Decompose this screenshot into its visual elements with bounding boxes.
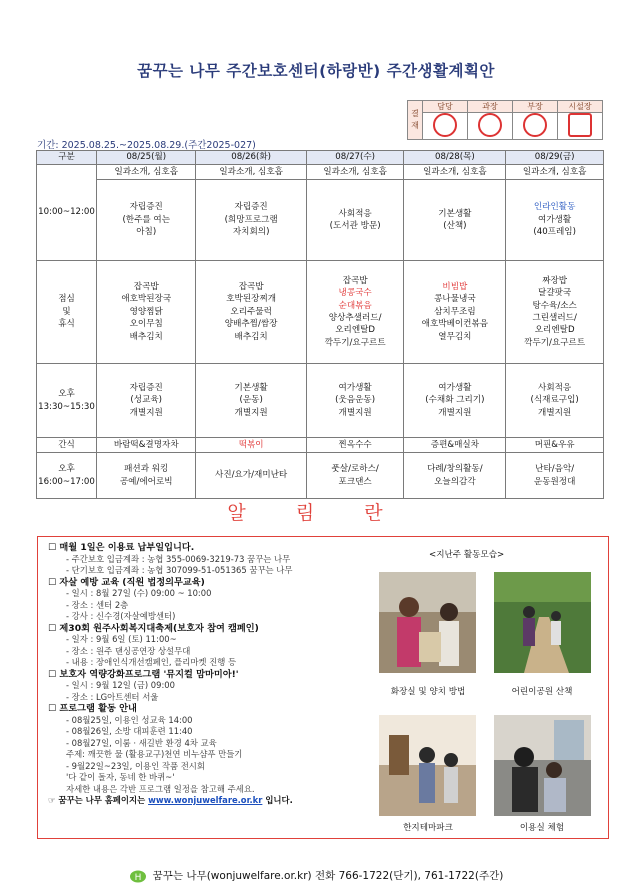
menu-cell	[196, 261, 306, 364]
menu-cell	[506, 261, 604, 364]
time-cell: 10:00~12:00	[37, 165, 97, 261]
snack-cell: 증편&매실차	[404, 438, 506, 453]
activity-line: 공예/에어로빅	[119, 476, 173, 487]
notice-item: 주제: 깨끗한 물 (활용교구)천연 비누샴푸 만들기	[66, 749, 243, 759]
footer-text: 꿈꾸는 나무(wonjuwelfare.or.kr) 전화 766-1722(단기), 761-1722(주간)	[152, 870, 504, 882]
signature-stamp	[558, 113, 603, 140]
greeting-row	[37, 165, 604, 180]
notice-item: - 일시 : 9월 12일 (금) 09:00	[66, 680, 175, 690]
menu-line: 호박된장찌개	[226, 294, 277, 305]
activity-line: 개별지원	[438, 407, 472, 418]
schedule-header-row	[37, 151, 604, 165]
menu-line: 오리주물럭	[230, 306, 272, 317]
corner-cell: 구분	[37, 151, 97, 165]
activity-line: 사회적응	[538, 382, 572, 393]
notice-item: - 강사 : 신수경(자살예방센터)	[66, 611, 176, 621]
notice-item: - 08월25일, 이용인 성교육 14:00	[66, 714, 193, 725]
menu-line: 그린샐러드/	[532, 313, 577, 323]
time-cell	[37, 453, 97, 499]
activity-line: (웃음운동)	[335, 395, 376, 406]
notice-heading: ☐ 자살 예방 교육 (직원 법정의무교육)	[48, 576, 205, 588]
activity-photo	[379, 715, 476, 816]
activity-cell	[97, 453, 196, 499]
activity-line: 인라인활동	[533, 202, 576, 213]
photo-caption: 한지테마파크	[403, 823, 453, 833]
menu-line: 배추김치	[234, 331, 268, 342]
notice-item: - 08월27일, 이룸 · 새길반 환경 4차 교육	[66, 737, 217, 748]
menu-line: 양배추찜/쌈장	[224, 319, 278, 330]
photos-title: <지난주 활동모습>	[429, 550, 505, 560]
weekly-schedule-table	[36, 150, 604, 499]
activity-line: (한주를 여는	[122, 214, 171, 225]
notice-item: - 내용 : 장애인식개선캠페인, 플리마켓 진행 등	[66, 657, 237, 667]
activity-line: 운동원정대	[533, 476, 576, 487]
photo-caption: 화장실 및 양치 방법	[390, 687, 466, 697]
signature-stamp	[513, 113, 558, 140]
day-header: 08/27(수)	[306, 151, 404, 165]
time-cell	[37, 364, 97, 438]
activity-photo	[494, 715, 591, 816]
menu-line: 비빔밥	[442, 281, 468, 292]
menu-line: 잡곡밥	[133, 281, 159, 292]
time-cell	[37, 261, 97, 364]
stamp-icon	[523, 113, 547, 137]
notice-box	[37, 536, 609, 839]
afternoon-row	[37, 364, 604, 438]
activity-cell	[306, 180, 404, 261]
time-line: 오후	[58, 389, 75, 400]
activity-cell	[97, 180, 196, 261]
greeting-cell: 일과소개, 심호흡	[196, 165, 306, 180]
activity-line: 포크댄스	[338, 476, 372, 487]
notice-text	[48, 542, 383, 807]
notice-item: - 장소 : LG아트센터 서울	[66, 691, 159, 702]
tree-logo-icon	[129, 870, 147, 883]
menu-line: 깍두기/요구르트	[324, 337, 386, 348]
menu-line: 삼치무조림	[434, 306, 476, 317]
menu-line: 순대볶음	[338, 300, 372, 311]
activity-cell	[506, 180, 604, 261]
notice-heading: ☐ 제30회 원주사회복지대축제(보호자 참여 캠페인)	[48, 622, 259, 634]
activity-cell	[306, 364, 404, 438]
notice-heading: ☐ 매월 1일은 이용료 납부일입니다.	[48, 542, 195, 553]
activity-line: 자치회의)	[232, 227, 270, 238]
activity-line: 개별지원	[129, 407, 163, 418]
time-line: 13:30~15:30	[38, 401, 95, 412]
notice-title: 알 림 란	[227, 502, 405, 524]
page-title: 꿈꾸는 나무 주간보호센터(하랑반) 주간생활계획안	[137, 62, 495, 80]
notice-item: - 08월26일, 소방 대피훈련 11:40	[66, 726, 193, 736]
stamp-icon	[478, 113, 502, 137]
notice-item: - 9월22일~23일, 이용인 작품 전시회	[66, 760, 205, 771]
activity-line: 기본생활	[438, 208, 472, 219]
notice-item: - 장소 : 원주 댄싱공연장 상설무대	[66, 645, 191, 656]
time-line: 점심	[58, 294, 75, 305]
notice-item: 자세한 내용은 각반 프로그램 일정을 참고해 주세요.	[66, 783, 255, 794]
day-header: 08/29(금)	[506, 151, 604, 165]
activity-cell	[506, 453, 604, 499]
notice-heading: ☐ 프로그램 활동 안내	[48, 703, 137, 714]
homepage-prefix: ☞ 꿈꾸는 나무 홈페이지는	[48, 795, 146, 805]
activity-line: 다례/창의활동/	[427, 464, 483, 475]
time-line: 휴식	[58, 319, 75, 330]
activity-line: 패션과 워킹	[124, 464, 169, 475]
activity-cell	[196, 180, 306, 261]
menu-line: 오리엔탈D	[335, 325, 376, 336]
lunch-row	[37, 261, 604, 364]
activity-photo	[379, 572, 476, 673]
menu-line: 잡곡밥	[238, 281, 264, 292]
photo-caption: 어린이공원 산책	[511, 687, 573, 697]
activity-line: 자립증진	[234, 202, 268, 213]
greeting-cell: 일과소개, 심호흡	[97, 165, 196, 180]
menu-line: 애호박된장국	[121, 294, 172, 305]
approval-box	[407, 100, 603, 140]
activity-photo	[494, 572, 591, 673]
activity-line: 여가생활	[338, 382, 372, 393]
activity-line: 개별지원	[234, 407, 268, 418]
approval-header: 과장	[468, 101, 513, 113]
activity-cell	[306, 453, 404, 499]
activity-cell	[404, 180, 506, 261]
menu-cell	[404, 261, 506, 364]
activity-line: 아침)	[136, 227, 157, 238]
activity-line: (성교육)	[130, 395, 163, 406]
menu-cell	[97, 261, 196, 364]
menu-line: 깍두기/요구르트	[524, 337, 586, 348]
activity-cell	[506, 364, 604, 438]
late-afternoon-row	[37, 453, 604, 499]
activity-line: (40프레임)	[533, 227, 576, 238]
approval-header: 담당	[423, 101, 468, 113]
footer	[0, 868, 632, 883]
day-header: 08/25(월)	[97, 151, 196, 165]
activity-line: 오늘의감각	[434, 476, 476, 487]
stamp-icon	[433, 113, 457, 137]
activity-line: (산책)	[443, 221, 467, 231]
activity-line: (희망프로그램	[224, 214, 278, 225]
activity-cell	[404, 453, 506, 499]
activity-line: 사진/요가/재미난타	[215, 470, 288, 481]
activity-line: (식재료구입)	[530, 395, 579, 406]
notice-item: - 일시 : 8월 27일 (수) 09:00 ~ 10:00	[66, 588, 212, 598]
activity-line: 여가생활	[538, 214, 572, 225]
notice-item: '다 같이 돌자, 동네 한 바퀴~'	[66, 772, 175, 782]
notice-item: - 단기보호 입금계좌 : 농협 307099-51-051365 꿈꾸는 나무	[66, 565, 293, 575]
signature-stamp	[423, 113, 468, 140]
menu-line: 냉콩국수	[338, 288, 372, 299]
notice-item: - 장소 : 센터 2층	[66, 599, 129, 610]
activity-line: (운동)	[239, 395, 263, 406]
activity-line: 풋살/로하스/	[331, 464, 379, 475]
menu-line: 오이무침	[129, 319, 163, 330]
activity-line: 기본생활	[234, 382, 268, 393]
menu-line: 달걀팟국	[538, 288, 572, 299]
homepage-link[interactable]: www.wonjuwelfare.or.kr	[148, 795, 263, 805]
menu-line: 양상추샐러드/	[328, 313, 382, 323]
approval-header: 시설장	[558, 101, 603, 113]
menu-line: 잡곡밥	[342, 275, 368, 286]
period-label: 기간: 2025.08.25.~2025.08.29.(주간2025-027)	[37, 140, 256, 151]
morning-row	[37, 180, 604, 261]
signature-stamp	[468, 113, 513, 140]
svg-text:H: H	[134, 872, 142, 883]
notice-heading: ☐ 보호자 역량강화프로그램 '뮤지컬 맘마미아!'	[48, 668, 239, 680]
snack-cell: 바람떡&결명자차	[97, 438, 196, 453]
time-cell: 간식	[37, 438, 97, 453]
greeting-cell: 일과소개, 심호흡	[306, 165, 404, 180]
snack-row	[37, 438, 604, 453]
snack-cell: 찐옥수수	[306, 438, 404, 453]
menu-line: 짜장밥	[542, 275, 568, 286]
activity-cell	[196, 453, 306, 499]
time-line: 및	[62, 306, 71, 317]
activity-cell	[196, 364, 306, 438]
activity-line: 개별지원	[538, 407, 572, 418]
activity-cell	[404, 364, 506, 438]
activity-line: 난타/음악/	[535, 464, 575, 475]
activity-line: 사회적응	[338, 208, 372, 219]
homepage-suffix: 입니다.	[265, 795, 293, 805]
greeting-cell: 일과소개, 심호흡	[506, 165, 604, 180]
menu-line: 영양찜닭	[129, 306, 163, 317]
menu-line: 오리엔탈D	[534, 325, 575, 336]
activity-cell	[97, 364, 196, 438]
notice-item: - 주간보호 입금계좌 : 농협 355-0069-3219-73 꿈꾸는 나무	[66, 553, 291, 564]
menu-line: 배추김치	[129, 331, 163, 342]
menu-line: 애호박베이컨볶음	[421, 319, 489, 330]
day-header: 08/28(목)	[404, 151, 506, 165]
time-line: 16:00~17:00	[38, 476, 95, 487]
approval-header: 부장	[513, 101, 558, 113]
approval-label: 결 재	[408, 101, 423, 140]
homepage-line	[48, 795, 383, 807]
activity-line: (수채화 그리기)	[425, 395, 485, 406]
activity-line: 여가생활	[438, 382, 472, 393]
day-header: 08/26(화)	[196, 151, 306, 165]
activity-line: 개별지원	[338, 407, 372, 418]
activity-line: 자립증진	[129, 382, 163, 393]
menu-line: 열무김치	[438, 331, 472, 342]
menu-cell	[306, 261, 404, 364]
time-line: 오후	[58, 464, 75, 475]
snack-cell: 떡볶이	[196, 438, 306, 453]
activity-line: 자립증진	[129, 202, 163, 213]
photo-caption: 이용실 체험	[519, 823, 565, 833]
snack-cell: 머핀&우유	[506, 438, 604, 453]
menu-line: 콩나물냉국	[434, 294, 476, 305]
stamp-icon	[568, 113, 592, 137]
menu-line: 탕수육/소스	[532, 300, 577, 311]
notice-item: - 일자 : 9월 6일 (토) 11:00~	[66, 634, 177, 644]
activity-line: (도서관 방문)	[329, 221, 381, 231]
greeting-cell: 일과소개, 심호흡	[404, 165, 506, 180]
